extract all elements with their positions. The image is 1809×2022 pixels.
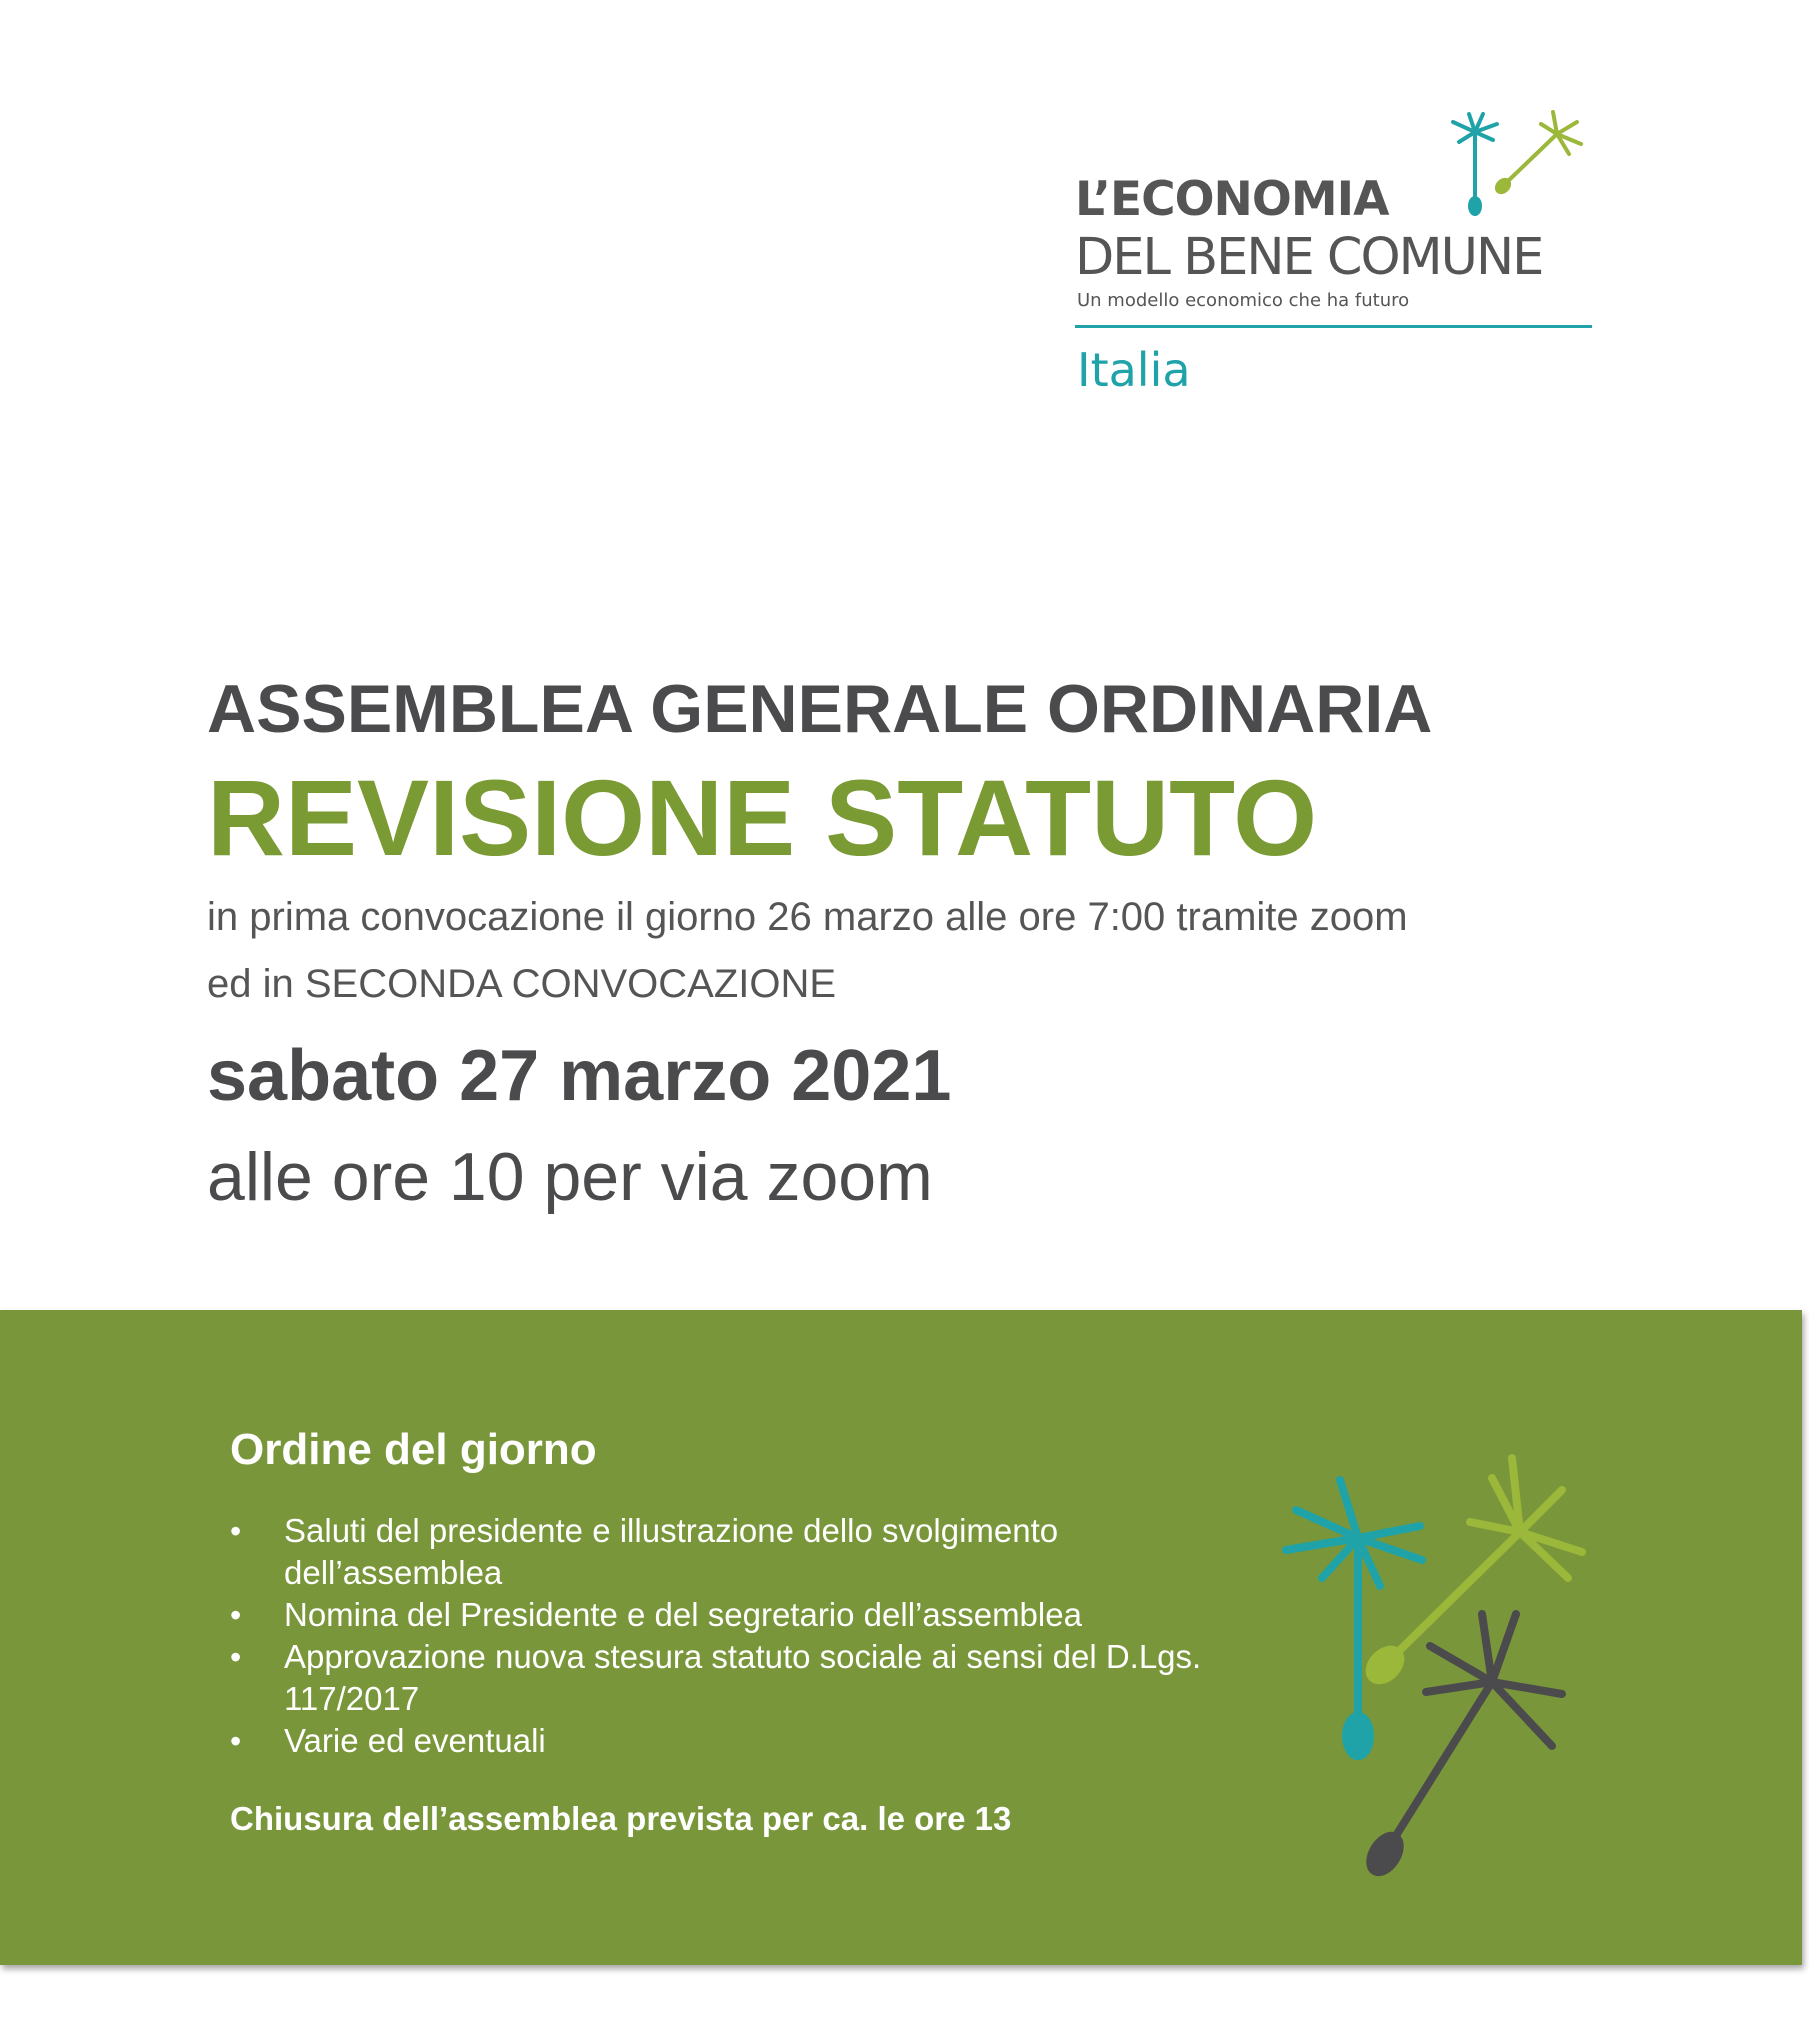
agenda-title: Ordine del giorno xyxy=(230,1425,597,1474)
logo-tagline: Un modello economico che ha futuro xyxy=(1077,290,1410,311)
meeting-time: alle ore 10 per via zoom xyxy=(207,1139,933,1215)
agenda-item: • Approvazione nuova stesura statuto sociale ai sensi del D.Lgs. 117/2017 xyxy=(230,1636,1230,1720)
logo-divider xyxy=(1075,325,1592,328)
dandelion-seeds-icon xyxy=(1445,110,1595,220)
closing-note: Chiusura dell’assemblea prevista per ca. le ore 13 xyxy=(230,1800,1012,1837)
agenda-item: • Nomina del Presidente e del segretario dell’assemblea xyxy=(230,1594,1230,1636)
logo-text-line2: DEL BENE COMUNE xyxy=(1075,228,1543,287)
dandelion-seeds-icon xyxy=(1280,1450,1600,1890)
logo-text-line1: L’ECONOMIA xyxy=(1075,172,1389,227)
organization-logo xyxy=(1075,110,1615,410)
page-title: ASSEMBLEA GENERALE ORDINARIA xyxy=(207,671,1433,747)
agenda-list xyxy=(230,1510,1230,1762)
agenda-item: • Saluti del presidente e illustrazione dello svolgimento dell’assemblea xyxy=(230,1510,1230,1594)
agenda-item: • Varie ed eventuali xyxy=(230,1720,1230,1762)
agenda-panel xyxy=(0,1310,1802,1965)
first-call-text: in prima convocazione il giorno 26 marzo alle ore 7:00 tramite zoom xyxy=(207,895,1408,939)
logo-country: Italia xyxy=(1077,343,1191,397)
meeting-date: sabato 27 marzo 2021 xyxy=(207,1036,952,1116)
second-call-text: ed in SECONDA CONVOCAZIONE xyxy=(207,962,837,1006)
page-subtitle: REVISIONE STATUTO xyxy=(207,757,1318,878)
